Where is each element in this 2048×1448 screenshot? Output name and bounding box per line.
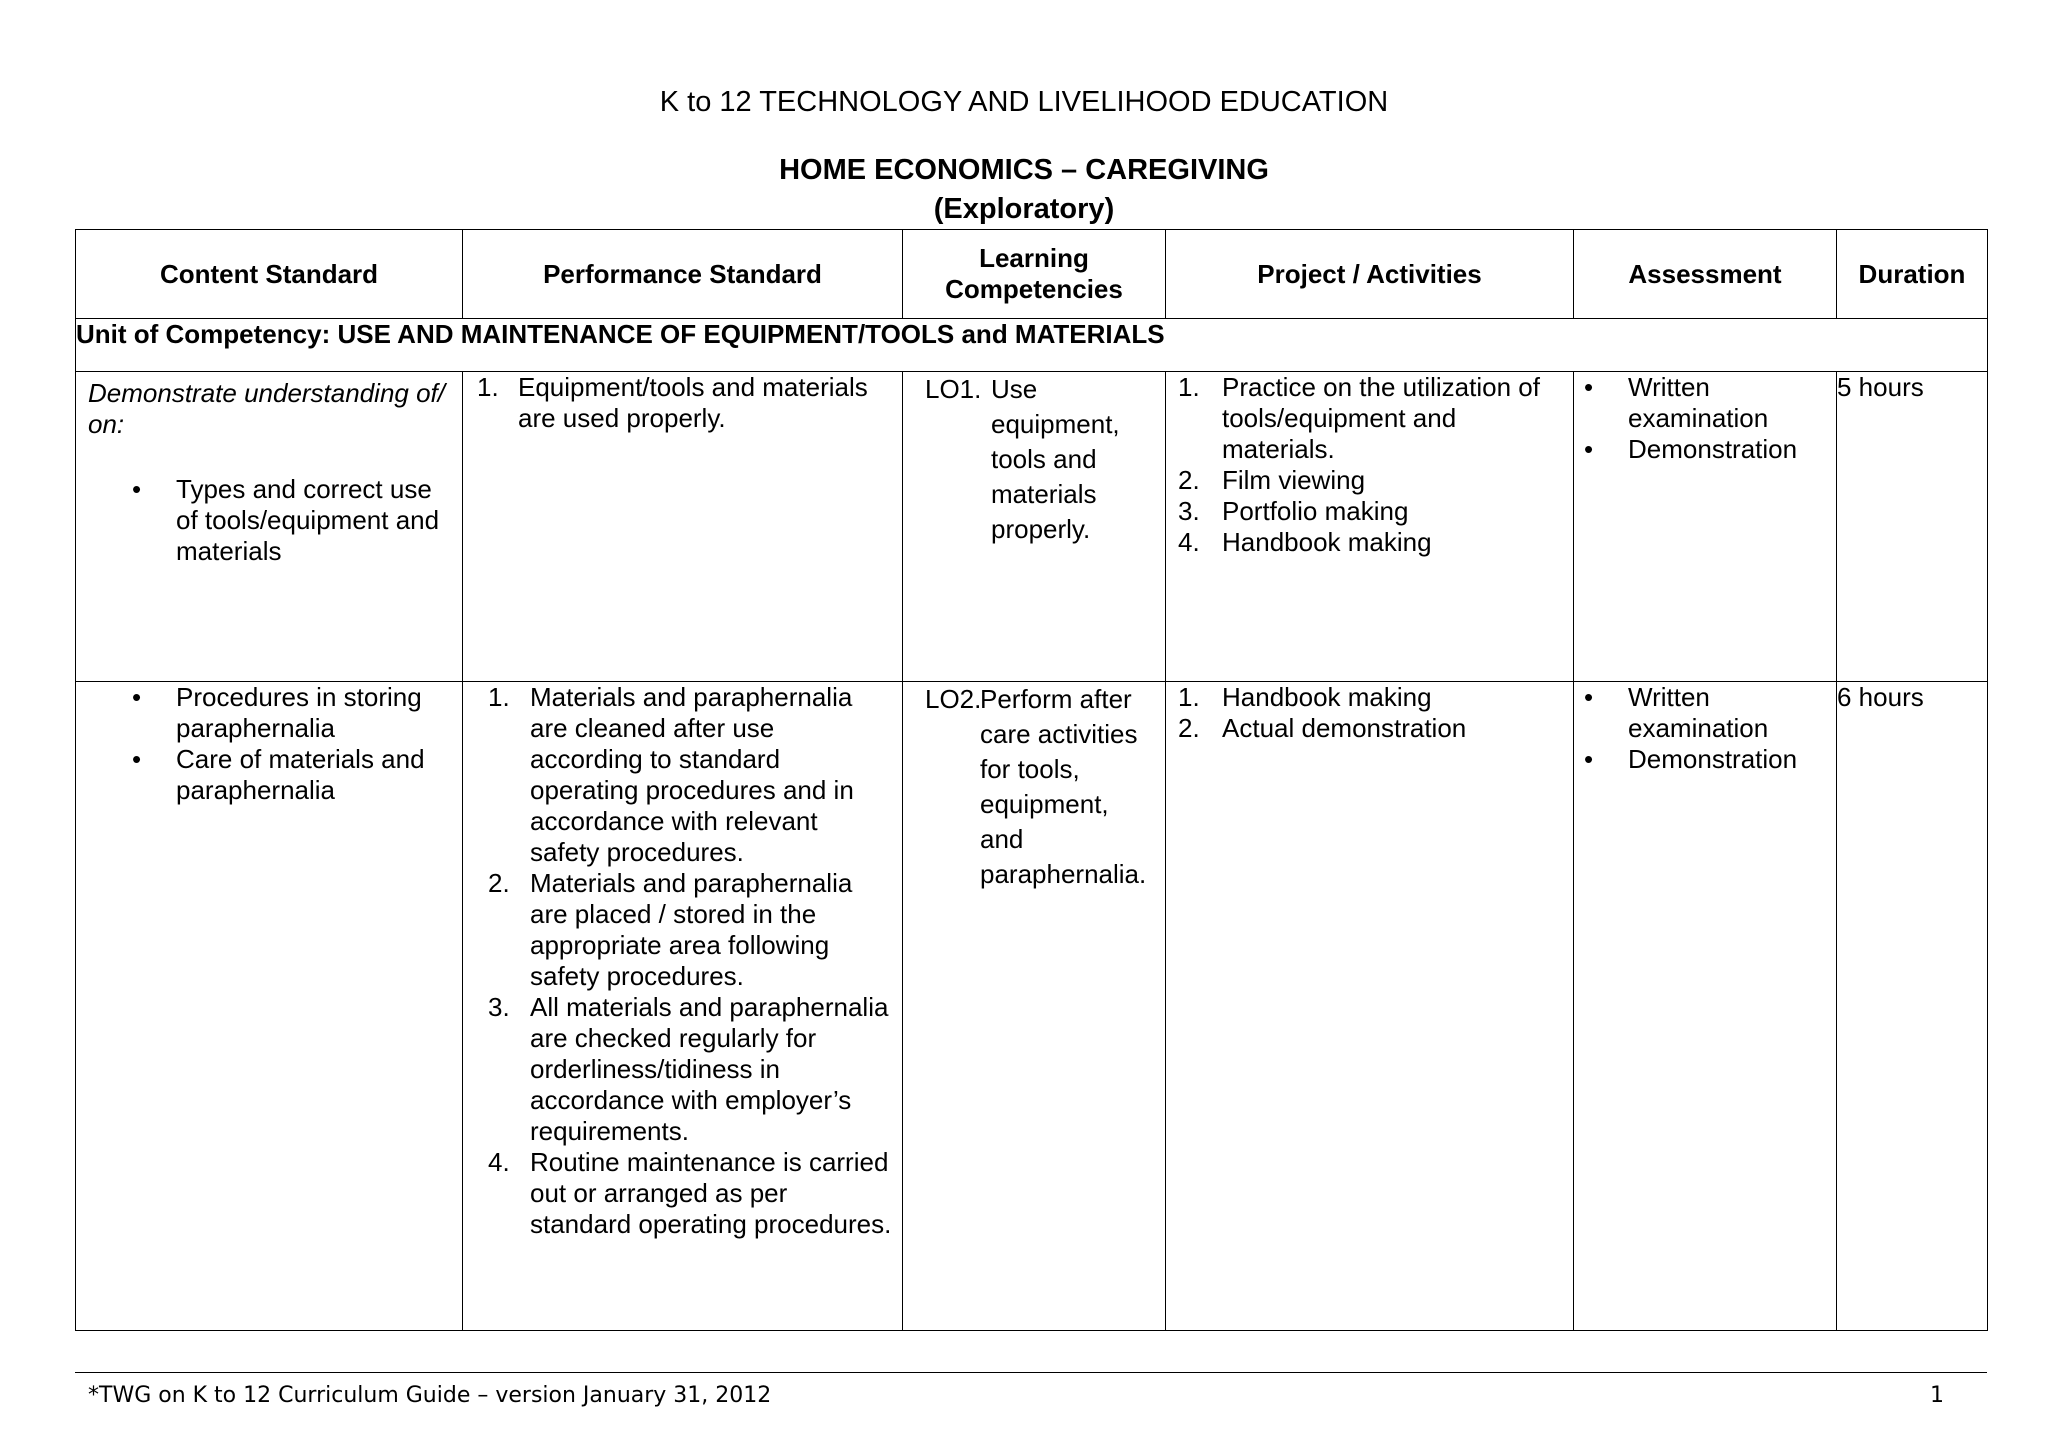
list-number: 1. <box>1178 372 1200 402</box>
list-text: Equipment/tools and materials are used properly. <box>518 372 868 433</box>
content-standard-cell <box>76 682 463 1331</box>
learning-competencies-label: Learning Competencies <box>945 243 1123 304</box>
document-subtitle <box>0 151 2048 229</box>
list-item <box>463 682 902 868</box>
list-item: • Types and correct use of tools/equipment and materials <box>76 474 462 567</box>
table-row <box>76 682 1988 1331</box>
list-text: All materials and paraphernalia are checked regularly for orderliness/tidiness in accordance with employer’s requirements. <box>530 992 889 1146</box>
list-item <box>463 868 902 992</box>
page-number: 1 <box>1930 1383 1944 1408</box>
list-item: • Demonstration <box>1574 744 1836 775</box>
list-text: Materials and paraphernalia are cleaned after use according to standard operating procedures and in accordance with relevant safety procedures. <box>530 682 854 867</box>
list-item: • Written examination <box>1574 372 1836 434</box>
assessment-cell <box>1574 682 1837 1331</box>
duration-cell: 5 hours <box>1837 372 1988 682</box>
content-standard-list <box>76 474 462 567</box>
content-standard-intro: Demonstrate understanding of/ on: <box>88 378 445 439</box>
list-item: • Care of materials and paraphernalia <box>76 744 462 806</box>
list-item <box>1166 372 1573 465</box>
duration-cell: 6 hours <box>1837 682 1988 1331</box>
subtitle-line-1: HOME ECONOMICS – CAREGIVING <box>779 154 1269 186</box>
content-standard-list <box>76 682 462 806</box>
curriculum-table <box>75 229 1988 1331</box>
document-title: K to 12 TECHNOLOGY AND LIVELIHOOD EDUCATION <box>659 86 1389 118</box>
list-item <box>463 1147 902 1240</box>
performance-standard-cell <box>463 372 903 682</box>
list-item <box>1166 527 1573 558</box>
column-header-content-standard: Content Standard <box>76 230 463 319</box>
list-text: Portfolio making <box>1222 496 1409 526</box>
footer-text: *TWG on K to 12 Curriculum Guide – version January 31, 2012 <box>88 1383 772 1408</box>
list-number: 2. <box>1178 465 1200 495</box>
learning-competency-cell <box>903 682 1166 1331</box>
table-header-row <box>76 230 1988 319</box>
activities-cell <box>1166 372 1574 682</box>
column-header-learning-competencies <box>903 230 1166 319</box>
list-item <box>463 992 902 1147</box>
list-item <box>1166 713 1573 744</box>
list-item: • Procedures in storing paraphernalia <box>76 682 462 744</box>
list-text: Handbook making <box>1222 527 1432 557</box>
activities-list <box>1166 682 1573 744</box>
list-item <box>1166 682 1573 713</box>
activities-list <box>1166 372 1573 558</box>
unit-of-competency-label: Unit of Competency: USE AND MAINTENANCE OF EQUIPMENT/TOOLS and MATERIALS <box>76 319 1988 372</box>
list-number: 3. <box>488 992 510 1022</box>
column-header-assessment: Assessment <box>1574 230 1837 319</box>
list-text: Routine maintenance is carried out or arranged as per standard operating procedures. <box>530 1147 892 1239</box>
learning-outcome-text: Use equipment, tools and materials properly. <box>991 374 1120 544</box>
performance-standard-list <box>463 682 902 1240</box>
column-header-duration: Duration <box>1837 230 1988 319</box>
assessment-list <box>1574 372 1836 465</box>
learning-outcome <box>903 682 1165 892</box>
list-text: Materials and paraphernalia are placed / stored in the appropriate area following safety procedures. <box>530 868 853 991</box>
unit-of-competency-row <box>76 319 1988 372</box>
list-item <box>1166 496 1573 527</box>
list-text: Film viewing <box>1222 465 1366 495</box>
list-text: Actual demonstration <box>1222 713 1467 743</box>
list-text: Handbook making <box>1222 682 1432 712</box>
column-header-performance-standard: Performance Standard <box>463 230 903 319</box>
list-number: 1. <box>477 372 499 402</box>
performance-standard-cell <box>463 682 903 1331</box>
learning-outcome-code: LO2. <box>925 684 982 714</box>
performance-standard-list <box>463 372 902 434</box>
learning-outcome <box>903 372 1165 547</box>
column-header-project-activities: Project / Activities <box>1166 230 1574 319</box>
table-row <box>76 372 1988 682</box>
list-text: Practice on the utilization of tools/equipment and materials. <box>1222 372 1540 464</box>
list-number: 4. <box>1178 527 1200 557</box>
list-number: 3. <box>1178 496 1200 526</box>
assessment-cell <box>1574 372 1837 682</box>
list-number: 2. <box>488 868 510 898</box>
learning-outcome-text: Perform after care activities for tools, equipment, and paraphernalia. <box>980 684 1147 889</box>
list-number: 1. <box>488 682 510 712</box>
list-item: • Written examination <box>1574 682 1836 744</box>
list-item <box>463 372 902 434</box>
list-number: 1. <box>1178 682 1200 712</box>
list-item: • Demonstration <box>1574 434 1836 465</box>
content-standard-cell <box>76 372 463 682</box>
assessment-list <box>1574 682 1836 775</box>
list-number: 2. <box>1178 713 1200 743</box>
activities-cell <box>1166 682 1574 1331</box>
footer-divider <box>75 1372 1987 1373</box>
list-item <box>1166 465 1573 496</box>
list-number: 4. <box>488 1147 510 1177</box>
learning-competency-cell <box>903 372 1166 682</box>
learning-outcome-code: LO1. <box>925 374 982 404</box>
subtitle-line-2: (Exploratory) <box>933 193 1115 225</box>
